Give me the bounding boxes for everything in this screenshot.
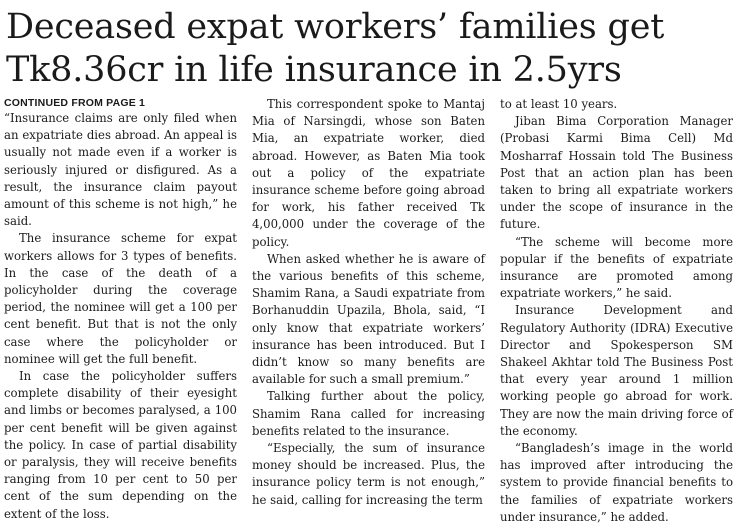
paragraph: When asked whether he is aware of the various benefits of this scheme, Shamim Rana, a Saudi expatriate from Borhanuddin Upazila, Bhola, said, “I only know that expatriate workers’ insurance has been introduced. But I didn’t know so many benefits are available for such a small premium.” — [252, 251, 485, 387]
column-1 — [4, 96, 237, 526]
paragraph: The insurance scheme for expat workers allows for 3 types of benefits. In the case of the death of a policyholder during the coverage period, the nominee will get a 100 per cent benefit. But that is not the only case where the policyholder or nominee will get the full benefit. — [4, 231, 237, 366]
column-3 — [500, 96, 733, 526]
article-body — [4, 96, 734, 524]
paragraph: This correspondent spoke to Mantaj Mia of Narsingdi, whose son Baten Mia, an expatriate worker, died abroad. However, as Baten Mia took out a policy of the expatriate insurance scheme before going abroad for work, his father received Tk 4,00,000 under the coverage of the policy. — [252, 97, 485, 249]
paragraph: Jiban Bima Corporation Manager (Probasi Karmi Bima Cell) Md Mosharraf Hossain told The Business Post that an action plan has been taken to bring all expatriate workers under the scope of insurance in the future. — [500, 114, 733, 232]
paragraph: “Especially, the sum of insurance money should be increased. Plus, the insurance policy term is not enough,” he said, calling for increasing the term — [252, 441, 485, 507]
paragraph: In case the policyholder suffers complete disability of their eyesight and limbs or becomes paralysed, a 100 per cent benefit will be given against the policy. In case of partial disability or paralysis, they will receive benefits ranging from 10 per cent to 50 per cent of the sum depending on the extent of the loss. — [4, 369, 237, 521]
paragraph: Insurance Development and Regulatory Authority (IDRA) Executive Director and Spokesperson SM Shakeel Akhtar told The Business Post that every year around 1 million working people go abroad for work. They are now the main driving force of the economy. — [500, 303, 733, 438]
paragraph: Talking further about the policy, Shamim Rana called for increasing benefits related to the insurance. — [252, 389, 485, 438]
continued-from-label: CONTINUED FROM PAGE 1 — [4, 97, 146, 109]
paragraph: to at least 10 years. — [500, 97, 618, 111]
paragraph: “Bangladesh’s image in the world has improved after introducing the system to provide financial benefits to the families of expatriate workers under insurance,” he added. — [500, 441, 733, 524]
headline: Deceased expat workers’ families get Tk8.36cr in life insurance in 2.5yrs — [6, 7, 665, 90]
paragraph: “The scheme will become more popular if the benefits of expatriate insurance are promoted among expatriate workers,” he said. — [500, 234, 733, 301]
paragraph: “Insurance claims are only filed when an expatriate dies abroad. An appeal is usually not made even if a worker is seriously injured or disfigured. As a result, the insurance claim payout amount of this scheme is not high,” he said. — [4, 111, 237, 229]
column-2 — [252, 96, 485, 526]
